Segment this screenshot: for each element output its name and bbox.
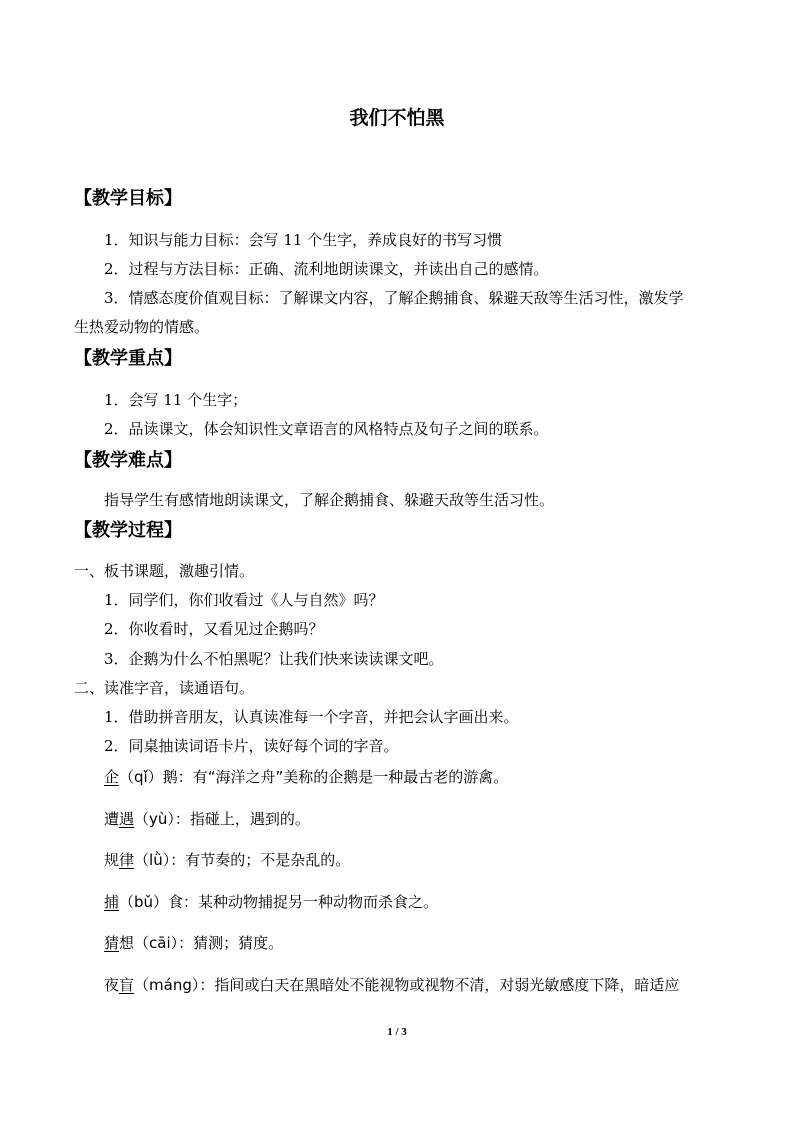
vocab-underlined-char: 遇 bbox=[119, 810, 135, 828]
key-point-line-1: 1．会写 11 个生字； bbox=[104, 391, 248, 409]
vocab-underlined-char: 律 bbox=[119, 851, 135, 869]
vocab-underlined-char: 猜 bbox=[104, 934, 120, 952]
vocab-entry: 捕（bǔ）食：某种动物捕捉另一种动物而杀食之。 bbox=[104, 893, 439, 911]
vocab-entry: 企（qǐ）鹅：有“海洋之舟”美称的企鹅是一种最古老的游禽。 bbox=[104, 768, 509, 786]
process-part-1-heading: 一、板书课题，激趣引情。 bbox=[74, 562, 255, 580]
key-point-line-2: 2．品读课文，体会知识性文章语言的风格特点及句子之间的联系。 bbox=[104, 420, 549, 438]
process-part-1-step-2: 2．你收看时，又看见过企鹅吗？ bbox=[104, 620, 324, 638]
section-heading-process: 【教学过程】 bbox=[74, 520, 182, 541]
page-title: 我们不怕黑 bbox=[349, 107, 445, 129]
section-heading-key-points: 【教学重点】 bbox=[74, 348, 182, 369]
vocab-entry: 遭遇（yù）：指碰上，遇到的。 bbox=[104, 810, 310, 828]
difficulty-line-1: 指导学生有感情地朗读课文，了解企鹅捕食、躲避天敌等生活习性。 bbox=[104, 491, 555, 509]
process-part-2-step-2: 2．同桌抽读词语卡片，读好每个词的字音。 bbox=[104, 737, 399, 755]
process-part-1-step-3: 3．企鹅为什么不怕黑呢？让我们快来读读课文吧。 bbox=[104, 650, 444, 668]
goal-line-3: 3．情感态度价值观目标：了解课文内容，了解企鹅捕食、躲避天敌等生活习性，激发学 bbox=[104, 289, 684, 307]
process-part-2-step-1: 1．借助拼音朋友，认真读准每一个字音，并把会认字画出来。 bbox=[104, 708, 519, 726]
vocab-underlined-char: 捕 bbox=[104, 893, 120, 911]
goal-line-3-cont: 生热爱动物的情感。 bbox=[74, 318, 210, 336]
vocab-underlined-char: 企 bbox=[104, 768, 120, 786]
vocab-underlined-char: 盲 bbox=[119, 976, 135, 994]
goal-line-1: 1．知识与能力目标：会写 11 个生字，养成良好的书写习惯 bbox=[104, 231, 503, 249]
process-part-1-step-1: 1．同学们，你们收看过《人与自然》吗？ bbox=[104, 591, 384, 609]
page-number: 1 / 3 bbox=[387, 1026, 407, 1038]
vocab-entry: 夜盲（máng）：指间或白天在黑暗处不能视物或视物不清，对弱光敏感度下降，暗适应 bbox=[104, 976, 680, 994]
vocab-entry: 猜想（cāi）：猜测；猜度。 bbox=[104, 934, 284, 952]
vocab-entry: 规律（lǜ）：有节奏的；不是杂乱的。 bbox=[104, 851, 351, 869]
process-part-2-heading: 二、读准字音，读通语句。 bbox=[74, 679, 255, 697]
section-heading-difficulties: 【教学难点】 bbox=[74, 450, 182, 471]
section-heading-goals: 【教学目标】 bbox=[74, 188, 182, 209]
goal-line-2: 2．过程与方法目标：正确、流利地朗读课文，并读出自己的感情。 bbox=[104, 260, 549, 278]
